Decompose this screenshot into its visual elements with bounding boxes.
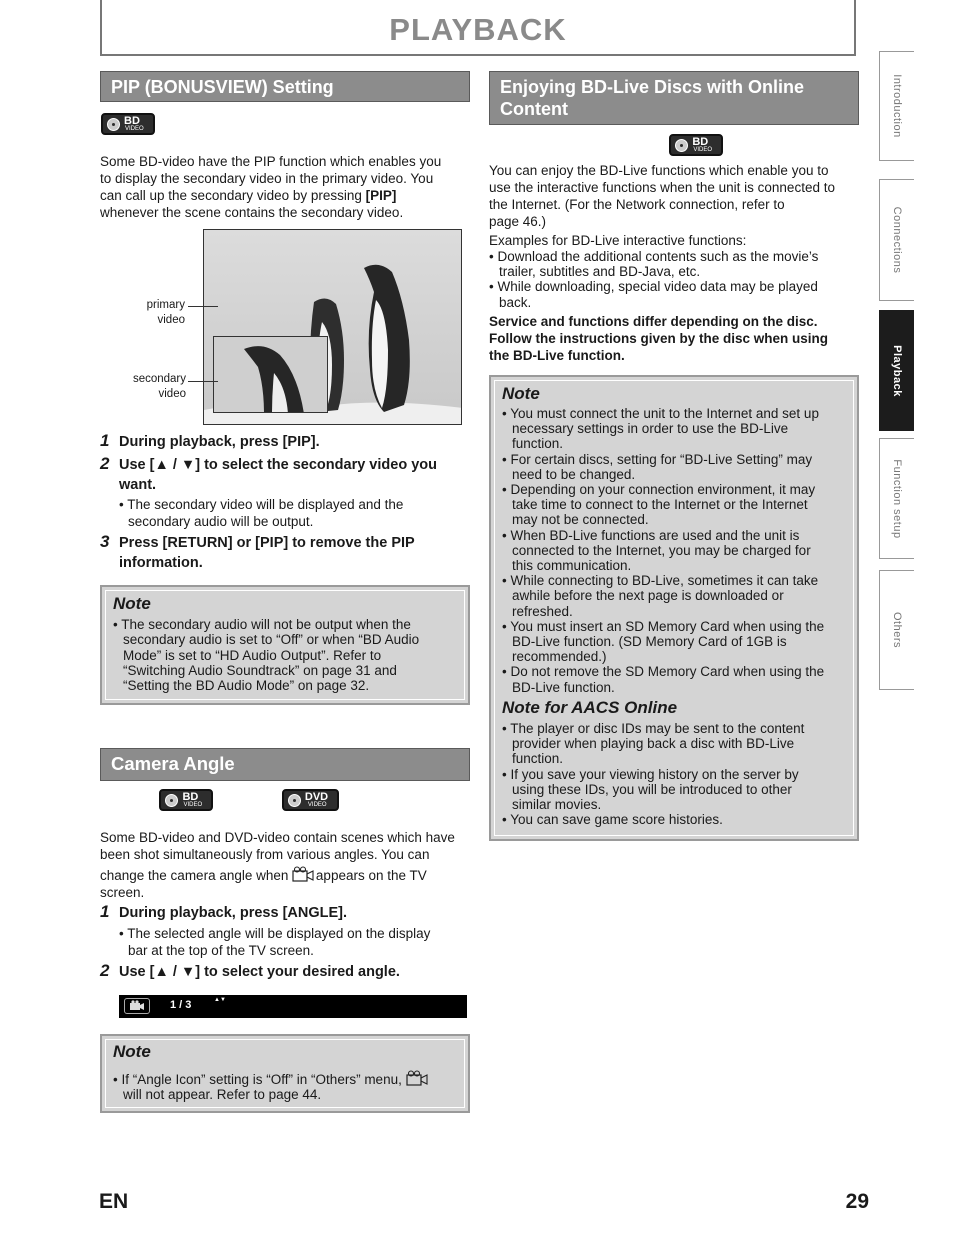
secondary-callout-line [188, 381, 218, 382]
note-item: • While connecting to BD-Live, sometimes it can take awhile before the next page is downloaded or refreshed. [502, 573, 819, 619]
angle-osd-bar [119, 995, 467, 1018]
pip-step-1-text: During playback, press [PIP]. [119, 434, 320, 450]
side-tab-others[interactable]: Others [879, 570, 914, 690]
bdlive-warning: Service and functions differ depending on the disc. Follow the instructions given by the disc when using the BD-Live function. [489, 314, 829, 363]
note-item: • If you save your viewing history on the server by using these IDs, you will be introduced to other similar movies. [502, 766, 799, 813]
bdlive-section-title: Enjoying BD-Live Discs with Online Content [489, 71, 859, 125]
camera-note-title: Note [113, 1042, 151, 1061]
osd-angle-icon [124, 998, 150, 1014]
disc-icon [107, 118, 120, 131]
note-item: • You must connect the unit to the Internet and set up necessary settings in order to use the BD-Live function. [502, 406, 819, 452]
bd-video-badge: BD VIDEO [101, 113, 155, 135]
camera-step-1-sub: • The selected angle will be displayed on the display bar at the top of the TV screen. [119, 926, 431, 958]
disc-icon [165, 794, 178, 807]
note-item: • Depending on your connection environment, it may take time to connect to the Internet or the Internet may not be connected. [502, 482, 816, 528]
pip-step-2-sub: • The secondary video will be displayed and the secondary audio will be output. [119, 497, 404, 529]
pip-intro: Some BD-video have the PIP function which enables you to display the secondary video in the primary video. You can call up the secondary video by pressing [PIP] whenever the scene contains the secondary video. [100, 154, 442, 220]
pip-step-3: 3 [100, 532, 110, 551]
pip-step-1: 1 [100, 431, 110, 450]
footer-language: EN [99, 1190, 129, 1213]
bd-video-badge-3: BD VIDEO [669, 134, 723, 156]
note-item: • The player or disc IDs may be sent to the content provider when playing back a disc with BD-Live function. [502, 721, 805, 767]
note-item: • When BD-Live functions are used and the unit is connected to the Internet, you may be charged for this communication. [502, 527, 811, 574]
bdlive-intro: You can enjoy the BD-Live functions which enable you to use the interactive functions when the unit is connected to the Internet. (For the Network connection, refer to page 46.) [489, 163, 835, 229]
primary-callout-line [188, 306, 218, 307]
side-tab-introduction[interactable]: Introduction [879, 51, 914, 161]
aacs-note-title: Note for AACS Online [502, 698, 678, 717]
disc-icon [675, 139, 688, 152]
disc-icon [288, 794, 301, 807]
camera-step-1-text: During playback, press [ANGLE]. [119, 905, 348, 921]
dvd-video-badge: DVD VIDEO [282, 789, 339, 811]
page-title: PLAYBACK [389, 12, 567, 47]
osd-updown-arrows: ▲▼ [214, 997, 226, 1003]
camera-step-2: 2 [100, 961, 110, 980]
camera-intro: Some BD-video and DVD-video contain scenes which have been shot simultaneously from various angles. You can change the camera angle when appears on the TV screen. [100, 830, 455, 900]
secondary-penguin-image [214, 337, 328, 413]
osd-angle-value: 1 / 3 [170, 999, 192, 1011]
side-tab-connections[interactable]: Connections [879, 179, 914, 301]
note-item: • Do not remove the SD Memory Card when using the BD-Live function. [502, 664, 825, 695]
camera-note-text: • If “Angle Icon” setting is “Off” in “Others” menu, will not appear. Refer to page 44. [113, 1070, 463, 1103]
bdlive-examples-title: Examples for BD-Live interactive functions: [489, 233, 747, 248]
secondary-video-label: secondary video [132, 373, 186, 400]
pip-section-title: PIP (BONUSVIEW) Setting [100, 71, 470, 102]
camera-step-2-text: Use [▲ / ▼] to select your desired angle. [119, 964, 400, 980]
angle-icon [292, 866, 312, 880]
pip-step-3-text: Press [RETURN] or [PIP] to remove the PIP information. [119, 535, 415, 571]
angle-icon [406, 1070, 426, 1084]
pip-note-text: • The secondary audio will not be output when the secondary audio is set to “Off” or when “BD Audio Mode” is set to “HD Audio Output”. Refer to “Switching Audio Soundtrack” on page 31 and “Setting the BD Audio Mode” on page 32. [113, 617, 420, 694]
pip-step-2-text: Use [▲ / ▼] to select the secondary video you want. [119, 457, 437, 493]
bdlive-examples: • Download the additional contents such as the movie’s trailer, subtitles and BD-Java, etc. • While downloading, special video data may be played back. [489, 249, 819, 310]
bdlive-note-title: Note [502, 384, 540, 403]
bd-video-badge-2: BD VIDEO [159, 789, 213, 811]
pip-note-title: Note [113, 594, 151, 613]
note-item: • For certain discs, setting for “BD-Live Setting” may need to be changed. [502, 451, 813, 482]
page-number: 29 [845, 1190, 869, 1213]
note-item: • You must insert an SD Memory Card when using the BD-Live function. (SD Memory Card of 1GB is recommended.) [502, 618, 825, 665]
secondary-video-inset [213, 336, 328, 413]
primary-video-label: primary video [146, 299, 185, 326]
aacs-note-list [502, 721, 850, 827]
side-tab-function-setup[interactable]: Function setup [879, 438, 914, 559]
side-tab-playback[interactable]: Playback [879, 310, 914, 431]
pip-step-2: 2 [100, 454, 110, 473]
bdlive-note-list [502, 406, 850, 695]
camera-step-1: 1 [100, 902, 110, 921]
camera-section-title: Camera Angle [100, 748, 470, 781]
note-item: • You can save game score histories. [502, 812, 723, 828]
